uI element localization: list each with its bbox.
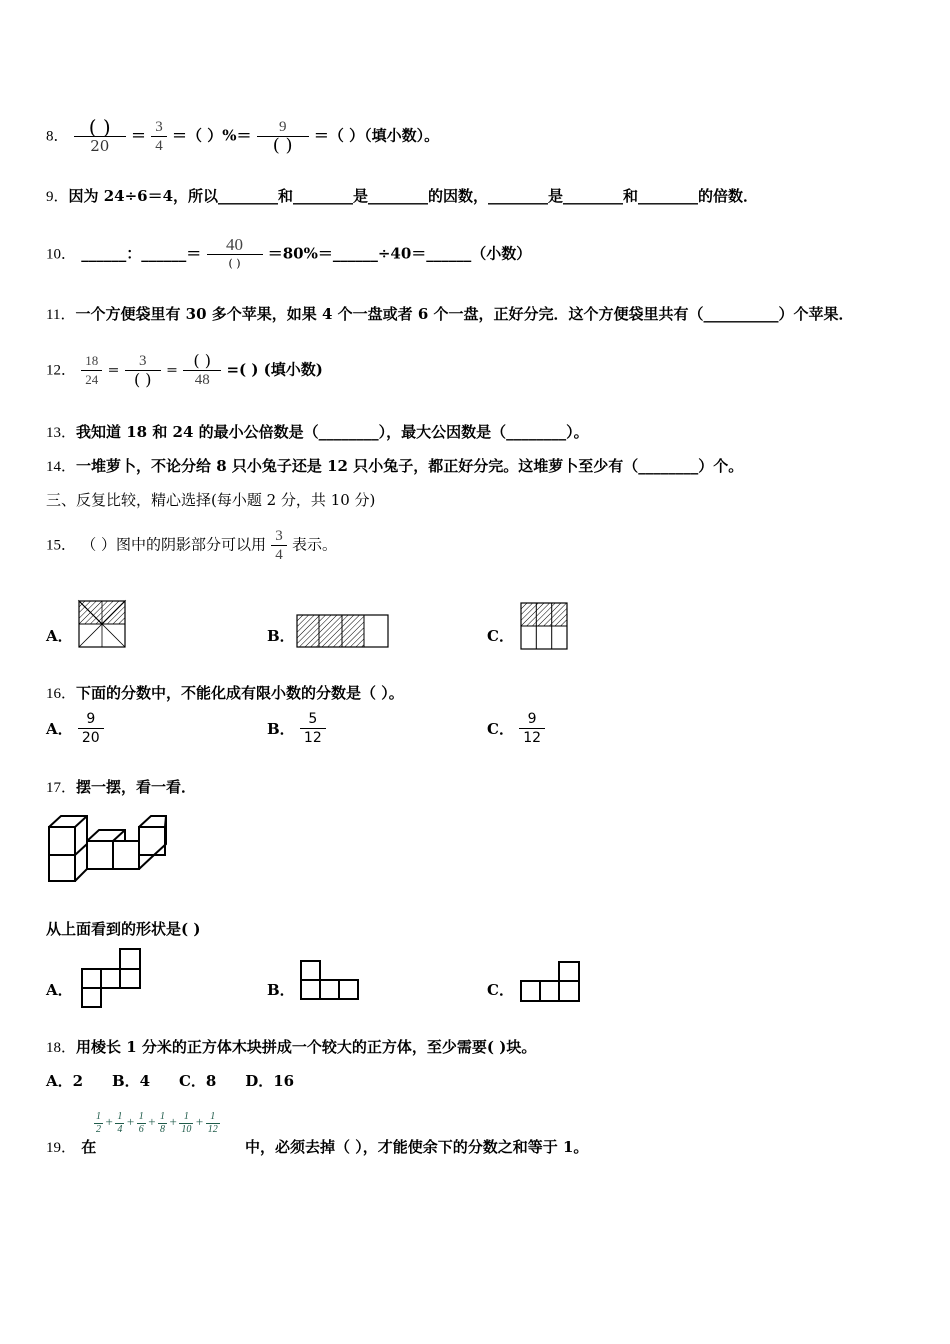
numerator: ( ): [88, 115, 111, 139]
fraction-blank-over-20: [74, 115, 126, 155]
question-16: [46, 682, 404, 705]
q17-option-a-label[interactable]: A．: [46, 981, 73, 999]
question-number: 8．: [46, 128, 69, 145]
denominator: ( ): [125, 370, 161, 389]
fraction-term: [158, 1111, 167, 1136]
numerator: 1: [117, 1111, 123, 1122]
q15-figure-a[interactable]: [79, 601, 127, 649]
q19-fraction-sum: [94, 1111, 220, 1136]
denominator: 12: [207, 1124, 218, 1135]
section-title: 三、反复比较，精心选择(每小题 2 分，共 10 分): [46, 491, 376, 509]
question-number: 11．: [46, 307, 76, 323]
numerator: ( ): [193, 351, 211, 370]
question-text: ＝80%＝______÷40＝______（小数）: [267, 244, 532, 263]
question-number: 10．: [46, 246, 77, 263]
question-18: [46, 1036, 536, 1059]
denominator: ( ): [207, 254, 263, 273]
denominator: 4: [151, 136, 167, 155]
numerator: 3: [275, 528, 283, 544]
question-text: 摆一摆，看一看．: [76, 778, 197, 796]
q15-option-b-label[interactable]: B．: [267, 627, 295, 645]
question-number: 14．: [46, 459, 77, 475]
denominator: 2: [96, 1124, 101, 1135]
question-number: 13．: [46, 425, 77, 441]
plus-sign: +: [126, 1113, 135, 1129]
question-14: [46, 455, 743, 478]
option-fraction: [78, 710, 104, 747]
option-label: B．: [267, 720, 295, 738]
fraction-3-4: [151, 118, 167, 155]
denominator: ( ): [257, 136, 309, 155]
option-fraction: [519, 710, 545, 747]
decimal-blank: =( ) (填小数): [226, 360, 323, 379]
decimal-blank: ＝（ ）（填小数）。: [313, 126, 440, 145]
q17-option-b-label[interactable]: B．: [267, 981, 295, 999]
option-fraction: [300, 710, 326, 747]
question-text: 用棱长 1 分米的正方体木块拼成一个较大的正方体，至少需要( )块。: [76, 1038, 537, 1056]
question-10: [46, 236, 531, 273]
denominator: 20: [78, 728, 104, 747]
question-number: 15．: [46, 537, 77, 554]
question-13: [46, 421, 589, 444]
question-8: [46, 115, 440, 156]
question-text: （ ）图中的阴影部分可以用: [81, 535, 267, 554]
question-17: [46, 776, 196, 799]
q15-figure-c[interactable]: [521, 603, 569, 651]
ratio-blanks: ______：______＝: [81, 244, 202, 263]
q15-option-a-label[interactable]: A．: [46, 627, 73, 645]
question-number: 19．: [46, 1140, 77, 1156]
question-18-choices[interactable]: [46, 1070, 294, 1092]
question-text: 一个方便袋里有 30 多个苹果，如果 4 个一盘或者 6 个一盘，正好分完．这个方便袋里共有（__________）个苹果．: [75, 305, 854, 323]
numerator: 3: [155, 119, 163, 135]
question-text-tail: 中，必须去掉（ ），才能使余下的分数之和等于 1。: [245, 1138, 589, 1156]
numerator: 9: [278, 119, 287, 135]
q16-option-b[interactable]: [267, 710, 326, 747]
plus-sign: +: [169, 1113, 177, 1129]
q17-cube-figure: [47, 813, 171, 885]
option-label: A．: [46, 720, 73, 738]
denominator: 24: [81, 370, 102, 389]
numerator: 40: [226, 235, 243, 254]
question-19-tail: [245, 1136, 588, 1158]
fraction-9-over-blank: [257, 118, 309, 155]
denominator: 20: [74, 136, 126, 155]
choice-list[interactable]: A．2 B．4 C．8 D．16: [46, 1072, 295, 1090]
q17-shape-c[interactable]: [520, 961, 582, 1003]
numerator: 9: [527, 711, 537, 727]
q17-shape-a[interactable]: [81, 947, 143, 1009]
denominator: 4: [117, 1124, 123, 1135]
fraction-term: [115, 1111, 124, 1136]
question-text: 因为 24÷6＝4，所以________和________是________的因数，________是________和________的倍数．: [68, 187, 759, 205]
equals-sign: ＝: [165, 363, 178, 378]
denominator: 10: [181, 1124, 192, 1135]
question-text: 下面的分数中，不能化成有限小数的分数是（ ）。: [76, 684, 404, 702]
question-number: 17．: [46, 780, 77, 796]
numerator: 5: [308, 711, 318, 727]
fraction-term: [206, 1111, 220, 1136]
fraction-term: [94, 1111, 103, 1136]
plus-sign: +: [195, 1113, 204, 1129]
denominator: 6: [138, 1124, 144, 1135]
fraction-18-24: [81, 352, 102, 389]
option-label: C．: [487, 720, 514, 738]
plus-sign: +: [105, 1113, 113, 1129]
denominator: 48: [183, 370, 221, 389]
numerator: 1: [160, 1111, 166, 1122]
section-heading: [46, 489, 375, 511]
q16-option-a[interactable]: [46, 710, 104, 747]
numerator: 3: [138, 353, 147, 369]
numerator: 1: [138, 1111, 144, 1122]
numerator: 1: [96, 1111, 101, 1122]
question-text: 一堆萝卜，不论分给 8 只小兔子还是 12 只小兔子，都正好分完。这堆萝卜至少有（________）个。: [76, 457, 744, 475]
fraction-term: [137, 1111, 146, 1136]
question-number: 12．: [46, 362, 77, 379]
question-9: [46, 185, 758, 208]
q17-shape-b[interactable]: [300, 960, 362, 1002]
q15-figure-b[interactable]: [297, 615, 391, 649]
percent-blank: ＝（ ）%＝: [171, 126, 252, 145]
question-text-tail: 表示。: [292, 535, 338, 554]
fraction-3-4: [271, 527, 287, 564]
question-19: [46, 1136, 96, 1159]
fraction-40-over-blank: [207, 236, 263, 273]
question-12: [46, 352, 323, 389]
fraction-term: [179, 1111, 193, 1136]
q16-option-c[interactable]: [487, 710, 545, 747]
question-number: 9．: [46, 189, 69, 205]
denominator: 4: [271, 545, 287, 564]
question-number: 16．: [46, 686, 77, 702]
numerator: 9: [86, 711, 96, 727]
question-15: [46, 527, 337, 564]
question-number: 18．: [46, 1040, 77, 1056]
equals-sign: ＝: [107, 363, 120, 378]
plus-sign: +: [148, 1113, 156, 1129]
q17-subquestion: [46, 918, 200, 940]
denominator: 8: [160, 1124, 166, 1135]
numerator: 1: [183, 1111, 189, 1122]
q15-option-c-label[interactable]: C．: [487, 627, 514, 645]
question-text: 我知道 18 和 24 的最小公倍数是（________），最大公因数是（________）。: [76, 423, 589, 441]
denominator: 12: [519, 728, 545, 747]
question-11: [46, 303, 854, 326]
fraction-blank-over-48: [183, 352, 221, 389]
fraction-3-over-blank: [125, 352, 161, 389]
numerator: 18: [85, 353, 99, 368]
subquestion-text: 从上面看到的形状是( ): [46, 920, 201, 938]
question-text: 在: [81, 1138, 97, 1156]
denominator: 12: [300, 728, 326, 747]
equals-sign: ＝: [130, 126, 146, 145]
q17-option-c-label[interactable]: C．: [487, 981, 514, 999]
numerator: 1: [210, 1111, 216, 1122]
